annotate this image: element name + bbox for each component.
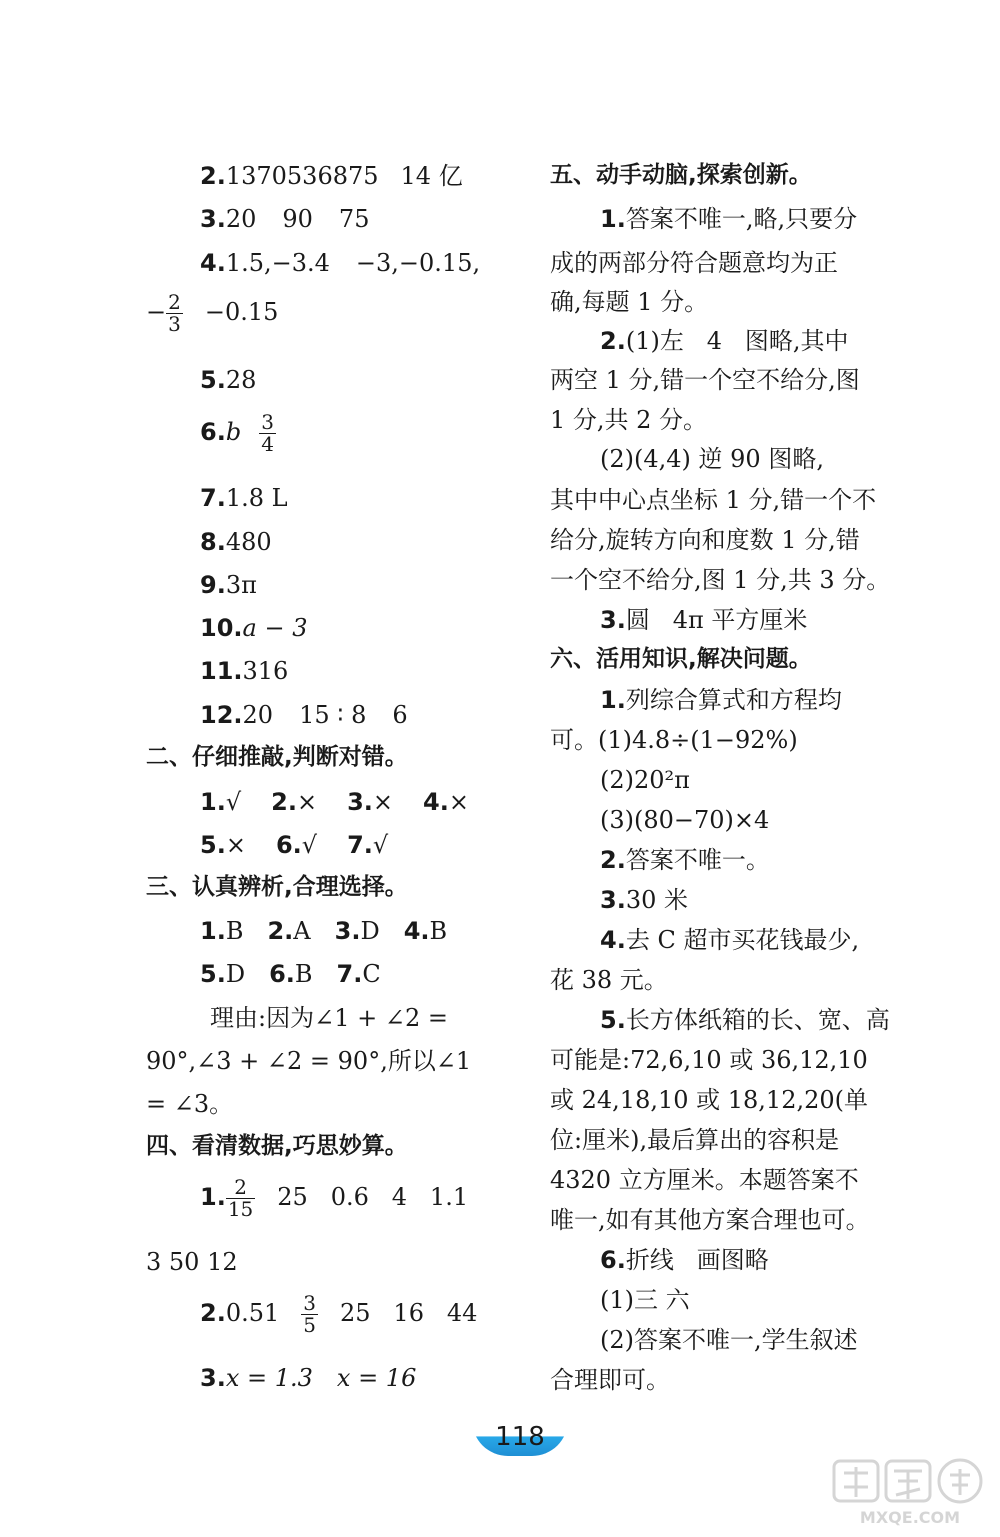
- answer-12: 12.20 15 ∶ 8 6: [200, 701, 408, 729]
- section-6-answer-5: 5.长方体纸箱的长、宽、高: [600, 1006, 890, 1034]
- section-4-heading: 四、看清数据,巧思妙算。: [146, 1133, 408, 1159]
- section-5-answer-2-line-5: 其中中心点坐标 1 分,错一个不: [550, 486, 877, 514]
- section-6-answer-4-line-2: 花 38 元。: [550, 966, 668, 994]
- section-6-answer-2: 2.答案不唯一。: [600, 846, 770, 874]
- section-5-answer-2-line-7: 一个空不给分,图 1 分,共 3 分。: [550, 566, 891, 594]
- answer-6: 6.b $\frac{3}{4}$: [200, 410, 274, 456]
- answer-10: 10.a − 3: [200, 614, 308, 642]
- section-6-answer-1-line-3: (2)20²π: [600, 766, 690, 794]
- section-6-answer-6-part-1: (1)三 六: [600, 1286, 690, 1314]
- answer-9: 9.3π: [200, 571, 257, 599]
- section-3-heading: 三、认真辨析,合理选择。: [146, 874, 408, 900]
- section-2-row-2: 5.× 6.√ 7.√: [200, 831, 389, 859]
- answer-8: 8.480: [200, 528, 272, 556]
- section-3-row-1: 1.B 2.A 3.D 4.B: [200, 917, 448, 945]
- section-5-answer-2-line-3: 1 分,共 2 分。: [550, 406, 708, 434]
- section-6-answer-6: 6.折线 画图略: [600, 1246, 769, 1274]
- section-6-answer-1-line-2: 可。(1)4.8÷(1−92%): [550, 726, 798, 754]
- section-5-answer-1-line-2: 成的两部分符合题意均为正: [550, 249, 838, 277]
- fraction: $\frac{3}{4}$: [261, 410, 274, 456]
- reason-line-3: = ∠3。: [146, 1090, 234, 1118]
- section-5-answer-1: 1.答案不唯一,略,只要分: [600, 205, 858, 233]
- section-6-answer-5-line-6: 唯一,如有其他方案合理也可。: [550, 1206, 870, 1234]
- page-number: 118: [495, 1422, 545, 1452]
- answer-5: 5.28: [200, 366, 257, 394]
- section-5-answer-1-line-3: 确,每题 1 分。: [550, 288, 709, 316]
- section-6-answer-5-line-3: 或 24,18,10 或 18,12,20(单: [550, 1086, 868, 1114]
- section-4-answer-3: 3.x = 1.3 x = 16: [200, 1364, 417, 1392]
- section-3-row-2: 5.D 6.B 7.C: [200, 960, 381, 988]
- section-6-answer-6-line-4: 合理即可。: [550, 1366, 670, 1394]
- section-5-answer-2-line-6: 给分,旋转方向和度数 1 分,错: [550, 526, 860, 554]
- section-5-answer-3: 3.圆 4π 平方厘米: [600, 606, 808, 634]
- section-6-answer-5-line-4: 位:厘米),最后算出的容积是: [550, 1126, 840, 1154]
- answer-4: 4.1.5,−3.4 −3,−0.15,: [200, 249, 481, 277]
- section-6-answer-3: 3.30 米: [600, 886, 688, 914]
- section-6-answer-6-part-2: (2)答案不唯一,学生叙述: [600, 1326, 858, 1354]
- section-6-answer-4: 4.去 C 超市买花钱最少,: [600, 926, 860, 954]
- watermark-text: MXQE.COM: [859, 1508, 961, 1527]
- section-4-answer-1-cont: 3 50 12: [146, 1248, 238, 1276]
- section-6-answer-1: 1.列综合算式和方程均: [600, 686, 842, 714]
- mxqe-watermark-icon: [830, 1455, 990, 1530]
- section-5-answer-2-line-2: 两空 1 分,错一个空不给分,图: [550, 366, 860, 394]
- section-4-answer-1: 1. $\frac{2}{15}$ 25 0.6 4 1.1: [200, 1175, 469, 1221]
- section-5-answer-2-part-2: (2)(4,4) 逆 90 图略,: [600, 445, 824, 473]
- section-6-answer-1-line-4: (3)(80−70)×4: [600, 806, 770, 834]
- fraction: $\frac{3}{5}$: [303, 1291, 316, 1337]
- section-5-heading: 五、动手动脑,探索创新。: [550, 162, 812, 188]
- answer-11: 11.316: [200, 657, 289, 685]
- section-5-answer-2: 2.(1)左 4 图略,其中: [600, 327, 849, 355]
- section-2-row-1: 1.√ 2.× 3.× 4.×: [200, 788, 469, 816]
- answer-4-cont: − $\frac{2}{3}$ −0.15: [146, 290, 279, 336]
- section-6-heading: 六、活用知识,解决问题。: [550, 646, 812, 672]
- fraction: $\frac{2}{3}$: [168, 290, 181, 336]
- reason-line-1: 理由:因为∠1 + ∠2 =: [210, 1004, 448, 1032]
- section-6-answer-5-line-5: 4320 立方厘米。本题答案不: [550, 1166, 859, 1194]
- fraction: $\frac{2}{15}$: [227, 1175, 254, 1221]
- reason-line-2: 90°,∠3 + ∠2 = 90°,所以∠1: [146, 1047, 472, 1075]
- section-4-answer-2: 2.0.51 $\frac{3}{5}$ 25 16 44: [200, 1291, 478, 1337]
- answer-3: 3.20 90 75: [200, 205, 370, 233]
- section-2-heading: 二、仔细推敲,判断对错。: [146, 744, 408, 770]
- section-6-answer-5-line-2: 可能是:72,6,10 或 36,12,10: [550, 1046, 868, 1074]
- answer-7: 7.1.8 L: [200, 484, 288, 512]
- answer-2: 2.1370536875 14 亿: [200, 162, 463, 190]
